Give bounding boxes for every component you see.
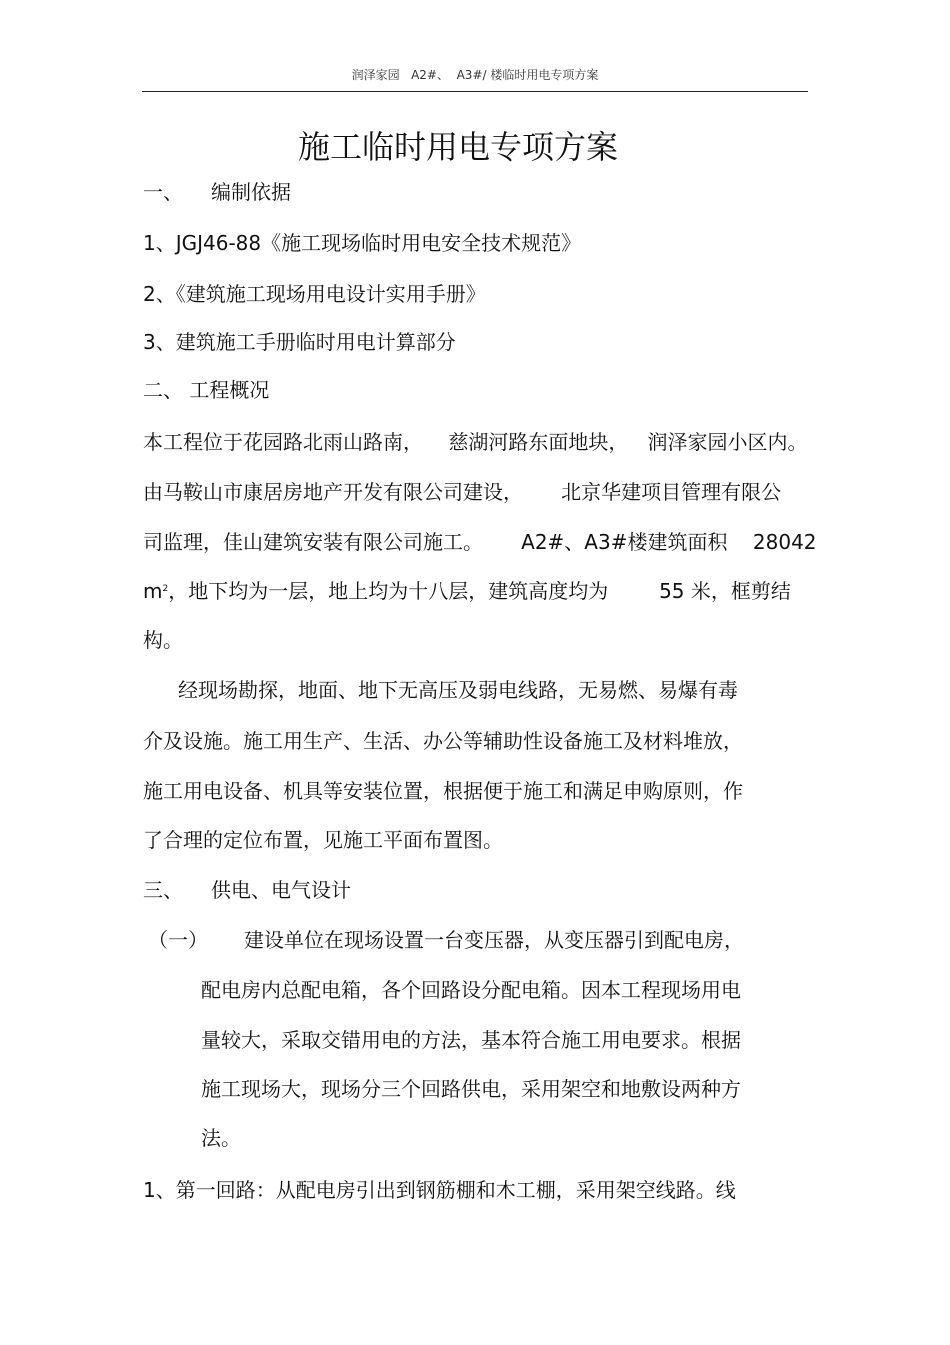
section-3-number: 三、 (143, 878, 183, 902)
overview-para-1-line-3: 司监理，佳山建筑安装有限公司施工。 A2#、A3#楼建筑面积 28042 (143, 530, 817, 554)
area-unit-superscript: 2 (162, 584, 169, 594)
overview-para-1-line-4 (143, 577, 791, 605)
overview-para-1-line-2: 由马鞍山市康居房地产开发有限公司建设， 北京华建项目管理有限公 (143, 480, 782, 504)
subsection-1-line-3: 量较大，采取交错用电的方法，基本符合施工用电要求。根据 (201, 1028, 741, 1052)
subsection-1-line-5: 法。 (201, 1126, 241, 1150)
overview-para-1-line-1: 本工程位于花园路北雨山路南， 慈湖河路东面地块， 润泽家园小区内。 (143, 430, 808, 454)
reference-item-2: 2、《建筑施工现场用电设计实用手册》 (143, 282, 486, 306)
overview-para-2-line-3: 施工用电设备、机具等安装位置，根据便于施工和满足申购原则，作 (143, 779, 743, 803)
subsection-1-number: （一） (148, 928, 208, 952)
subsection-1-line-4: 施工现场大，现场分三个回路供电，采用架空和地敷设两种方 (201, 1077, 741, 1101)
overview-para-1-line-5: 构。 (143, 628, 183, 652)
reference-item-3: 3、建筑施工手册临时用电计算部分 (143, 330, 456, 354)
section-1-heading: 编制依据 (211, 180, 291, 204)
header-rule (142, 91, 808, 92)
overview-para-1-line-4-text: ，地下均为一层，地上均为十八层，建筑高度均为 55 米，框剪结 (168, 579, 791, 603)
area-unit: m (143, 579, 163, 603)
reference-item-1: 1、JGJ46-88《施工现场临时用电安全技术规范》 (143, 231, 582, 255)
overview-para-2-line-4: 了合理的定位布置，见施工平面布置图。 (143, 828, 503, 852)
subsection-1-line-2: 配电房内总配电箱，各个回路设分配电箱。因本工程现场用电 (201, 978, 741, 1002)
section-1-number: 一、 (143, 180, 183, 204)
section-3-heading: 供电、电气设计 (211, 878, 351, 902)
document-title: 施工临时用电专项方案 (297, 128, 618, 166)
running-header: 润泽家园 A2#、 A3#/ 楼临时用电专项方案 (351, 68, 599, 82)
overview-para-2-line-1: 经现场勘探，地面、地下无高压及弱电线路，无易燃、易爆有毒 (178, 678, 738, 702)
section-2-heading: 二、 工程概况 (143, 378, 270, 402)
overview-para-2-line-2: 介及设施。施工用生产、生活、办公等辅助性设备施工及材料堆放， (143, 729, 743, 753)
circuit-1-line: 1、第一回路：从配电房引出到钢筋棚和木工棚，采用架空线路。线 (143, 1178, 736, 1202)
subsection-1-line-1: 建设单位在现场设置一台变压器，从变压器引到配电房， (244, 928, 744, 952)
